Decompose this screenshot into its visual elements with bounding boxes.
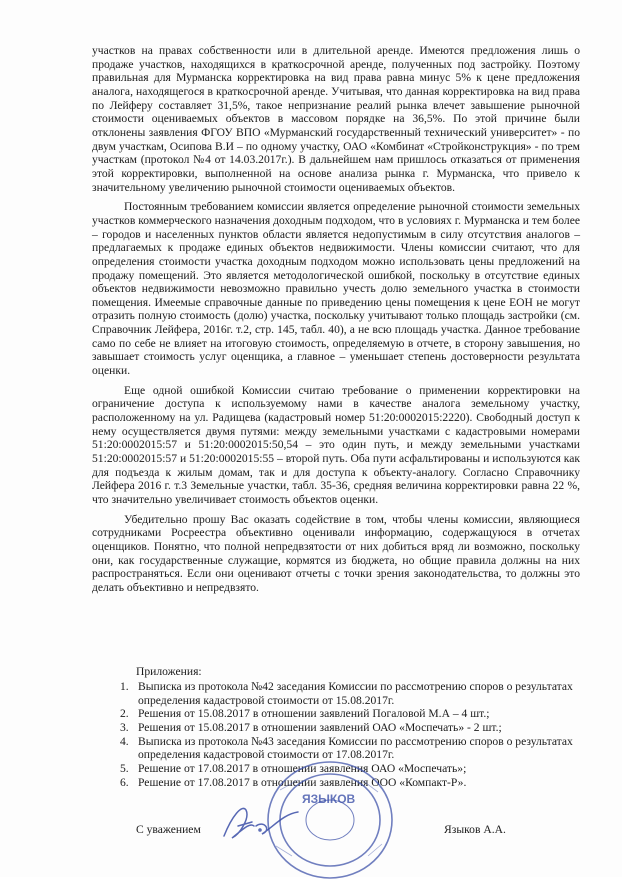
attachment-number: 4. — [120, 734, 129, 748]
stamp-name: ЯЗЫКОВ — [302, 792, 356, 806]
attachment-text: Выписка из протокола №42 заседания Комиссии по рассмотрению споров о результатах определения кадастровой стоимости от 15.08.2017г. — [138, 680, 573, 707]
attachment-number: 1. — [120, 680, 129, 693]
attachment-text: Выписка из протокола №43 заседания Комиссии по рассмотрению споров о результатах определения кадастровой стоимости от 17.08.2017г. — [138, 734, 573, 762]
attachment-text: Решение от 17.08.2017 в отношении заявления ОАО «Моспечать»; — [138, 761, 467, 775]
attachment-number: 6. — [120, 775, 129, 789]
attachment-text: Решения от 15.08.2017 в отношении заявлений ОАО «Моспечать» - 2 шт.; — [138, 720, 502, 734]
attachment-number: 2. — [120, 707, 129, 721]
closing-phrase: С уважением — [136, 823, 201, 836]
attachment-text: Решения от 15.08.2017 в отношении заявлений Погаловой М.А – 4 шт.; — [138, 707, 490, 721]
paragraph-4: Убедительно прошу Вас оказать содействие в том, чтобы члены комиссии, являющиеся сотрудниками Росреестра объективно оценивали информацию, содержащуюся в отчетах оценщиков. Понятно, что полной непредвзятости от них добиться вряд ли возможно, поскольку они, как государственные служащие, кормятся из бюджета, но общие правила должны на них распространяться. Если они оценивают отчеты с точки зрения законодательства, то должны это делать объективно и непредвзято. — [92, 512, 580, 594]
handwritten-signature — [214, 796, 334, 856]
paragraph-2: Постоянным требованием комиссии является определение рыночной стоимости земельных участков коммерческого назначения доходным подходом, что в условиях г. Мурманска и тем более – городов и населенных пунктов области является недопустимым в силу отсутствия аналогов – предлагаемых к продаже единых объектов недвижимости. Члены комиссии считают, что для определения стоимости участка доходным подходом можно использовать цены предложений на продажу помещений. Это является методологической ошибкой, поскольку в отсутствие единых объектов недвижимости невозможно правильно учесть долю земельного участка в стоимости помещения. Имеемые справочные данные по приведению цены помещения к цене ЕОН не могут отразить полную стоимость (долю) участка, поскольку учитывают только площадь застройки (см. Справочник Лейфера, 2016г. т.2, стр. 145, табл. 40), а не всю площадь участка. Данное требование само по себе не влияет на итоговую стоимость, определяемую в отчете, в сторону завышения, но завышает стоимость услуг оценщика, а главное – уменьшает степень достоверности результата оценки. — [92, 200, 580, 378]
document-body — [92, 44, 580, 601]
signer-name: Языков А.А. — [444, 823, 506, 836]
attachment-number: 3. — [120, 720, 129, 734]
attachment-item — [104, 721, 582, 735]
attachments-heading: Приложения: — [136, 665, 202, 678]
attachment-item — [104, 680, 582, 707]
attachment-item — [104, 707, 582, 721]
paragraph-3: Еще одной ошибкой Комиссии считаю требование о применении корректировки на ограничение доступа к используемому нами в качестве аналога земельному участку, расположенному на ул. Радищева (кадастровый номер 51:20:0002015:2220). Свободный доступ к нему осуществляется двумя путями: между земельными участками с кадастровыми номерами 51:20:0002015:57 и 51:20:0002015:50,54 – это один путь, и между земельными участками 51:20:0002015:57 и 51:20:0002015:55 – второй путь. Оба пути асфальтированы и используются как для подъезда к жилым домам, так и для доступа к объекту-аналогу. Согласно Справочнику Лейфера 2016 г. т.3 Земельные участки, табл. 35-36, средняя величина корректировки равна 22 %, что значительно увеличивает стоимость объектов оценки. — [92, 383, 580, 506]
attachment-number: 5. — [120, 761, 129, 775]
attachment-text: Решение от 17.08.2017 в отношении заявления ООО «Компакт-Р». — [138, 775, 467, 789]
paragraph-1: участков на правах собственности или в длительной аренде. Имеются предложения лишь о продаже участков, находящихся в краткосрочной аренде, полученных под застройку. Поэтому правильная для Мурманска корректировка на вид права равна минус 5% к цене предложения аналога, находящегося в краткосрочной аренде. Учитывая, что данная корректировка на вид права по Лейферу составляет 31,5%, такое непризнание реалий рынка влечет завышение рыночной стоимости оцениваемых объектов в массовом порядке на 36,5%. По этой причине были отклонены заявления ФГОУ ВПО «Мурманский государственный технический университет» - по двум участкам, Осипова В.И – по одному участку, ОАО «Комбинат «Стройконструкция» - по трем участкам (протокол №4 от 14.03.2017г.). В дальнейшем нам пришлось отказаться от применения этой корректировки, выполненной на основе анализа рынка г. Мурманска, что привело к значительному увеличению рыночной стоимости оцениваемых объектов. — [92, 44, 580, 194]
